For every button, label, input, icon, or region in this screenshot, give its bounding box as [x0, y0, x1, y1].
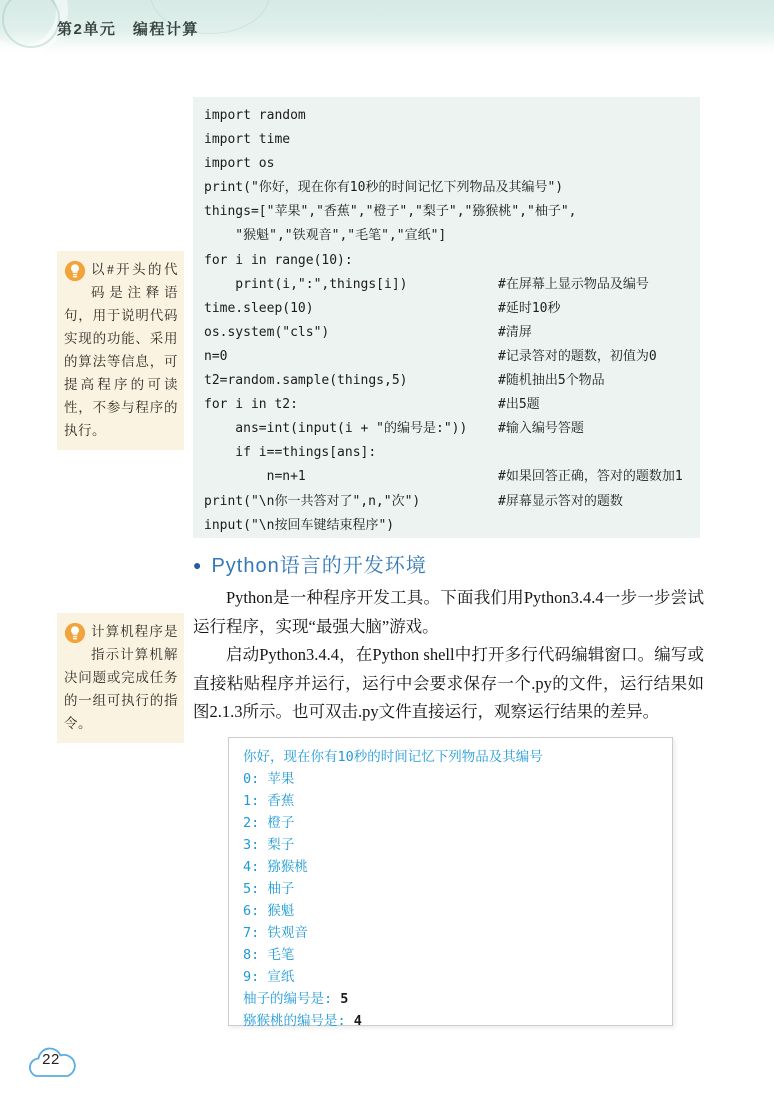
code-text: if i==things[ans]:	[204, 445, 377, 461]
code-text: for i in range(10):	[204, 252, 353, 268]
heading-bullet-icon: ●	[193, 557, 203, 573]
code-line	[204, 393, 700, 417]
output-line	[243, 768, 672, 790]
code-line	[204, 104, 700, 128]
output-text: 5: 柚子	[243, 881, 295, 897]
output-line	[243, 834, 672, 856]
tip-note-comments	[57, 251, 184, 450]
program-output-box	[228, 737, 673, 1029]
output-text: 9: 宣纸	[243, 969, 295, 985]
code-line	[204, 249, 700, 273]
page-number-cloud	[22, 1040, 80, 1086]
output-line	[243, 988, 672, 1010]
output-text: 你好，现在你有10秒的时间记忆下列物品及其编号	[243, 749, 543, 765]
code-text: print("\n你一共答对了",n,"次")	[204, 493, 421, 509]
code-text: "猴魁","铁观音","毛笔","宣纸"]	[204, 228, 447, 244]
output-text: 0: 苹果	[243, 771, 295, 787]
output-text: 3: 梨子	[243, 837, 295, 853]
code-line	[204, 514, 700, 538]
code-comment: #随机抽出5个物品	[498, 373, 605, 389]
page-number: 22	[42, 1051, 60, 1068]
code-comment: #屏幕显示答对的题数	[498, 493, 623, 509]
code-comment: #记录答对的题数，初值为0	[498, 348, 657, 364]
output-text: 2: 橙子	[243, 815, 295, 831]
code-line	[204, 200, 700, 224]
code-line	[204, 490, 700, 514]
output-text: 1: 香蕉	[243, 793, 295, 809]
code-text: print(i,":",things[i])	[204, 276, 408, 292]
code-line	[204, 273, 700, 297]
code-comment: #清屏	[498, 324, 532, 340]
code-text: time.sleep(10)	[204, 300, 314, 316]
output-line	[243, 812, 672, 834]
code-text: os.system("cls")	[204, 324, 330, 340]
code-text: things=["苹果","香蕉","橙子","梨子","猕猴桃","柚子",	[204, 204, 577, 220]
code-text: import time	[204, 132, 291, 148]
code-comment: #如果回答正确，答对的题数加1	[498, 469, 683, 485]
output-line	[243, 966, 672, 988]
code-line	[204, 345, 700, 369]
paragraph: 启动Python3.4.4，在Python shell中打开多行代码编辑窗口。编写或直接粘贴程序并运行，运行中会要求保存一个.py的文件，运行结果如图2.1.3所示。也可双击.py文件直接运行，观察运行结果的差异。	[193, 645, 704, 721]
output-line	[243, 944, 672, 966]
code-line	[204, 176, 700, 200]
output-line	[243, 856, 672, 878]
code-text: ans=int(input(i + "的编号是:"))	[204, 421, 468, 437]
code-line	[204, 321, 700, 345]
output-line	[243, 1010, 672, 1032]
code-line	[204, 297, 700, 321]
header-band	[0, 0, 774, 54]
output-text: 7: 铁观音	[243, 925, 308, 941]
output-text: 4: 猕猴桃	[243, 859, 308, 875]
code-line	[204, 465, 700, 489]
code-text: n=0	[204, 348, 228, 364]
code-comment: #在屏幕上显示物品及编号	[498, 276, 649, 292]
code-text: import random	[204, 108, 306, 123]
code-line	[204, 369, 700, 393]
output-line	[243, 790, 672, 812]
code-comment: #延时10秒	[498, 300, 561, 316]
code-text: print("你好，现在你有10秒的时间记忆下列物品及其编号")	[204, 180, 564, 196]
code-comment: #出5题	[498, 397, 540, 413]
tip-note-text: 以#开头的代码是注释语句，用于说明代码实现的功能、采用的算法等信息，可提高程序的可读性，不参与程序的执行。	[64, 262, 178, 438]
code-block	[193, 97, 700, 538]
output-line	[243, 900, 672, 922]
body-text	[193, 584, 704, 727]
output-line	[243, 922, 672, 944]
output-input-value: 5	[340, 991, 349, 1007]
output-line	[243, 746, 672, 768]
code-text: t2=random.sample(things,5)	[204, 373, 408, 389]
code-line	[204, 152, 700, 176]
code-text: n=n+1	[204, 469, 306, 485]
code-line	[204, 224, 700, 248]
code-line	[204, 441, 700, 465]
code-line	[204, 417, 700, 441]
tip-note-text: 计算机程序是指示计算机解决问题或完成任务的一组可执行的指令。	[64, 624, 178, 731]
code-line	[204, 128, 700, 152]
section-heading	[193, 549, 427, 578]
unit-title: 第2单元 编程计算	[57, 21, 199, 38]
output-input-value: 4	[353, 1013, 362, 1029]
output-text: 柚子的编号是:	[243, 991, 341, 1007]
code-text: input("\n按回车键结束程序")	[204, 517, 395, 533]
output-text: 6: 猴魁	[243, 903, 295, 919]
output-text: 8: 毛笔	[243, 947, 295, 963]
code-comment: #输入编号答题	[498, 421, 584, 437]
paragraph: Python是一种程序开发工具。下面我们用Python3.4.4一步一步尝试运行程序，实现“最强大脑”游戏。	[193, 588, 704, 636]
tip-note-program	[57, 613, 184, 743]
code-text: for i in t2:	[204, 397, 298, 413]
lightbulb-icon	[64, 260, 86, 282]
lightbulb-icon	[64, 622, 86, 644]
output-text: 猕猴桃的编号是:	[243, 1013, 354, 1029]
output-line	[243, 878, 672, 900]
section-heading-text: Python语言的开发环境	[211, 555, 427, 577]
code-text: import os	[204, 156, 275, 172]
